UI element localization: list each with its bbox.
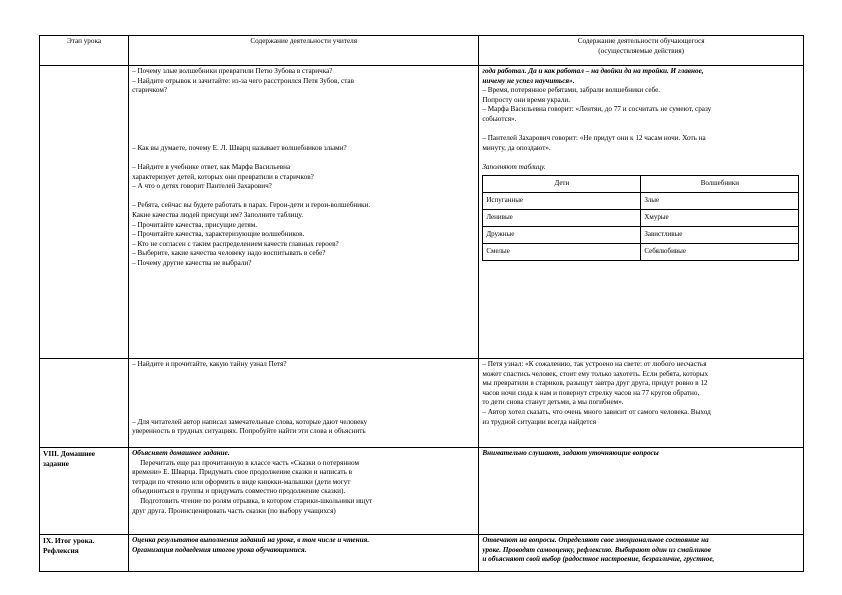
qualities-header-children: Дети <box>483 175 641 192</box>
student-line: – Петя узнал: «К сожалению, так устроено на свете: от любого несчастья <box>482 360 707 368</box>
teacher-line: друг друга. Проинсценировать часть сказки (по выбору учащихся) <box>132 506 336 515</box>
header-stage: Этап урока <box>40 36 129 66</box>
lesson-plan-table <box>39 35 804 572</box>
teacher-line: – Почему злые волшебники превратили Петю Зубова в старичка? <box>132 67 333 75</box>
teacher-line: времени» Е. Шварца. Придумать свое продолжение сказки и написать в <box>132 468 352 477</box>
teacher-cell-reflection <box>129 535 479 572</box>
quality-children: Ленивые <box>483 209 641 226</box>
student-line: Внимательно слушают, задают уточняющие вопросы <box>482 449 659 457</box>
teacher-line: старичком? <box>132 86 168 95</box>
student-line: часов ночи сюда к нам и повернут стрелку часов на 77 кругов обратно, <box>482 388 700 397</box>
teacher-line: Подготовить чтение по ролям отрывка, в котором старики-школьники ищут <box>140 496 373 505</box>
student-line: и объясняют свой выбор (радостное настроение, безразличие, грустное, <box>482 555 715 564</box>
qualities-header-wizards: Волшебники <box>641 175 799 192</box>
student-line: – Автор хотел сказать, что очень много зависит от самого человека. Выход <box>482 407 711 416</box>
student-cell-reflection <box>479 535 804 572</box>
stage-cell-homework <box>40 448 129 535</box>
student-line: года работал. Да и как работал – на двойки да на тройки. И главное, <box>482 67 704 75</box>
table-header-row <box>40 36 804 66</box>
qualities-table <box>482 175 799 261</box>
table-row-discussion <box>40 66 804 359</box>
teacher-line: Объясняет домашнее задание. <box>132 449 230 457</box>
teacher-line: – Прочитайте качества, присущие детям. <box>132 220 258 229</box>
stage-title: Рефлексия <box>43 545 79 555</box>
teacher-cell-homework <box>129 448 479 535</box>
teacher-line: Организация подведения итогов урока обучающимися. <box>132 545 307 554</box>
teacher-line: – Для читателей автор написал замечательные слова, которые дают человеку <box>132 417 368 426</box>
teacher-line: – Найдите отрывок и зачитайте: из-за чего расстроился Петя Зубов, став <box>132 76 355 85</box>
teacher-line: – Как вы думаете, почему Е. Л. Шварц называет волшебников злыми? <box>132 143 347 152</box>
student-line: уроке. Проводят самооценку, рефлексию. Выбирают один из смайликов <box>482 545 711 554</box>
stage-title: IX. Итог урока. <box>43 536 95 545</box>
quality-wizards: Завистливые <box>641 226 799 243</box>
student-line: минуту, да опоздают». <box>482 143 551 152</box>
header-teacher-activity: Содержание деятельности учителя <box>129 36 479 66</box>
qualities-row <box>483 243 799 260</box>
teacher-line: – Найдите в учебнике ответ, как Марфа Васильевна <box>132 162 291 171</box>
student-line: ничему не успел научиться». <box>482 76 575 85</box>
student-line: Отвечают на вопросы. Определяют свое эмоциональное состояние на <box>482 536 709 544</box>
student-line: мы превратили в стариков, разыщут завтра друг друга, придут ровно в 12 <box>482 379 708 388</box>
quality-children: Дружные <box>483 226 641 243</box>
table-row-secret <box>40 359 804 448</box>
student-line: – Марфа Васильевна говорит: «Лентяи, до 77 и сосчитать не сумеют, сразу <box>482 105 712 114</box>
teacher-line: – Прочитайте качества, характеризующие волшебников. <box>132 230 305 239</box>
qualities-row <box>483 192 799 209</box>
teacher-line: Оценка результатов выполнения заданий на уроке, в том числе и чтения. <box>132 536 370 544</box>
quality-wizards: Злые <box>641 192 799 209</box>
table-row-homework <box>40 448 804 535</box>
header-student-activity <box>479 36 804 66</box>
student-cell-discussion <box>479 66 804 359</box>
student-line: собьются». <box>482 114 517 123</box>
header-student-line1: Содержание деятельности обучающегося <box>577 37 705 45</box>
teacher-line: тетради по чтению или оформить в виде книжки-малышки (дети могут <box>132 477 351 486</box>
teacher-line: характеризует детей, которых они превратили в старичков? <box>132 172 314 181</box>
teacher-line: – Почему другие качества не выбрали? <box>132 258 252 267</box>
stage-cell-empty <box>40 66 129 359</box>
teacher-line: – Ребята, сейчас вы будете работать в парах. Герои-дети и герои-волшебники. <box>132 201 371 210</box>
teacher-cell-secret <box>129 359 479 448</box>
qualities-row <box>483 209 799 226</box>
student-line: из трудной ситуации всегда найдется <box>482 417 597 426</box>
student-cell-secret <box>479 359 804 448</box>
qualities-header-row <box>483 175 799 192</box>
student-line: то дети снова станут детьми, а мы погибнем». <box>482 398 624 407</box>
teacher-line: уверенность в трудных ситуациях. Попробуйте найти эти слова и объяснить <box>132 427 366 436</box>
student-line: – Пантелей Захарович говорит: «Не придут они к 12 часам ночи. Хоть на <box>482 134 706 143</box>
teacher-line: – Кто не согласен с таким распределением качеств главных героев? <box>132 239 339 248</box>
stage-cell-empty <box>40 359 129 448</box>
qualities-row <box>483 226 799 243</box>
student-line: может спастись человек, стоит ему только захотеть. Если ребята, которых <box>482 369 709 378</box>
teacher-line: объединиться в группы и придумать совместно продолжение сказки). <box>132 487 346 496</box>
student-line: Попросту они время украли. <box>482 95 571 104</box>
quality-children: Смелые <box>483 243 641 260</box>
teacher-line: Перечитать еще раз прочитанную в классе часть «Сказки о потерянном <box>140 458 360 467</box>
teacher-cell-discussion <box>129 66 479 359</box>
teacher-line: Какие качества людей присущи им? Заполните таблицу. <box>132 210 304 219</box>
stage-title: VIII. Домашнее <box>43 449 96 458</box>
quality-wizards: Хмурые <box>641 209 799 226</box>
stage-cell-reflection <box>40 535 129 572</box>
stage-title: задание <box>43 458 69 468</box>
quality-children: Испуганные <box>483 192 641 209</box>
header-student-line2: (осуществляемые действия) <box>598 46 685 55</box>
teacher-line: – Выберите, какие качества человеку надо воспитывать в себе? <box>132 249 326 258</box>
table-instruction: Заполняют таблицу. <box>482 162 546 171</box>
teacher-line: – А что о детях говорит Пантелей Захарович? <box>132 182 272 191</box>
teacher-line: – Найдите и прочитайте, какую тайну узнал Петя? <box>132 360 287 368</box>
quality-wizards: Себялюбивые <box>641 243 799 260</box>
student-line: – Время, потерянное ребятами, забрали волшебники себе. <box>482 86 661 95</box>
student-cell-homework <box>479 448 804 535</box>
table-row-reflection <box>40 535 804 572</box>
